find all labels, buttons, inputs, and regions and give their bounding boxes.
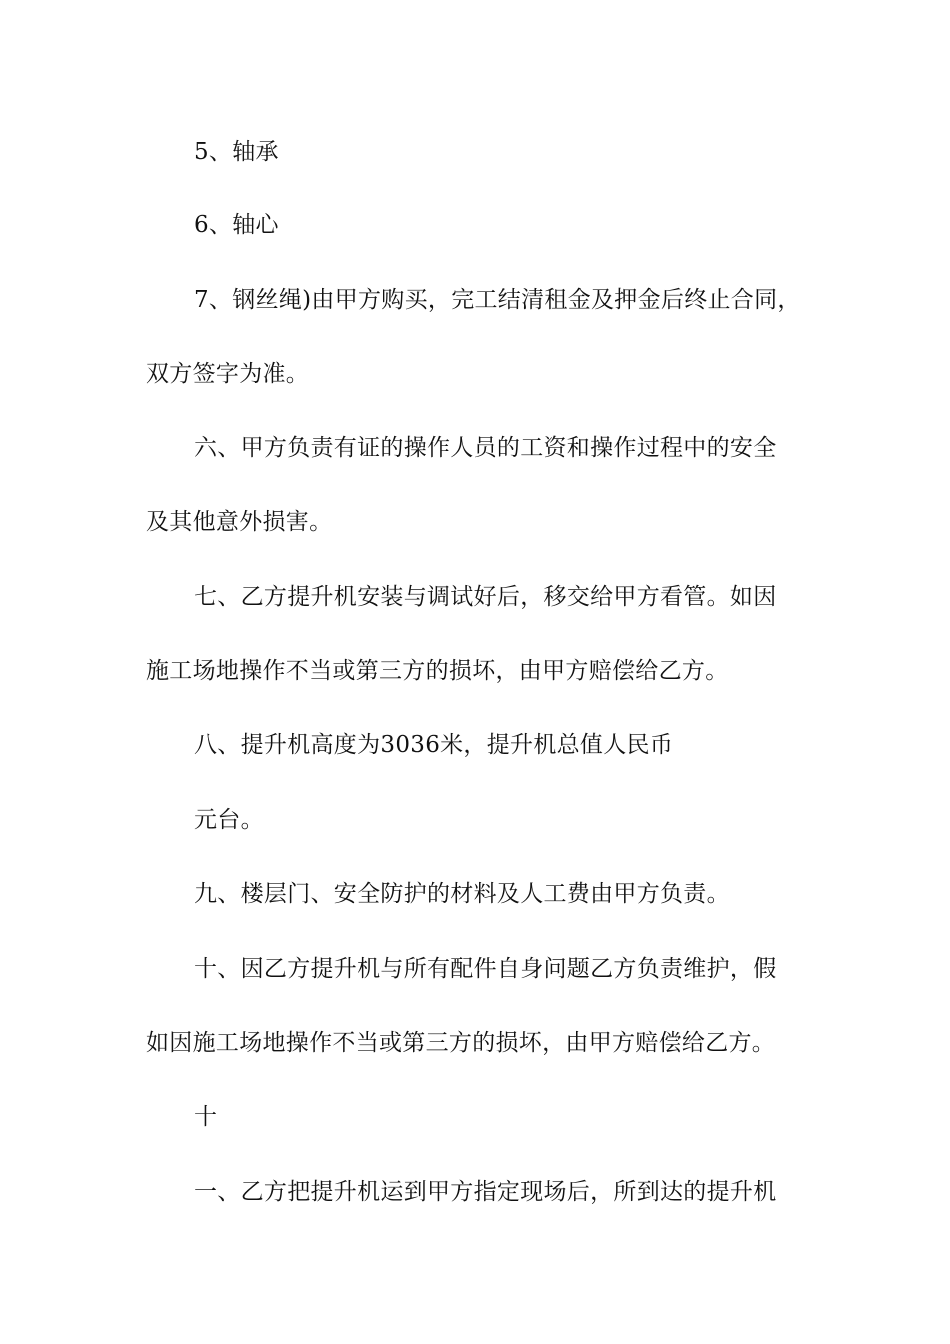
text-line-clause-8-cont: 元台。 — [194, 807, 264, 833]
text-line-clause-9: 九、楼层门、安全防护的材料及人工费由甲方负责。 — [194, 881, 730, 907]
text-line-item-6: 6、轴心 — [194, 212, 279, 238]
text-line-clause-8: 八、提升机高度为3036米，提升机总值人民币 — [194, 732, 674, 758]
text-line-item-5: 5、轴承 — [194, 139, 279, 165]
text-line-item-7: 7、钢丝绳)由甲方购买，完工结清租金及押金后终止合同， — [194, 287, 801, 313]
text-line-clause-7-cont: 施工场地操作不当或第三方的损坏，由甲方赔偿给乙方。 — [146, 658, 729, 684]
text-line-clause-6-cont: 及其他意外损害。 — [146, 509, 333, 535]
text-line-clause-6: 六、甲方负责有证的操作人员的工资和操作过程中的安全 — [194, 435, 777, 461]
text-line-clause-10-cont: 如因施工场地操作不当或第三方的损坏，由甲方赔偿给乙方。 — [146, 1030, 776, 1056]
text-line-clause-11-head: 十 — [194, 1104, 218, 1130]
text-line-clause-10: 十、因乙方提升机与所有配件自身问题乙方负责维护，假 — [194, 956, 777, 982]
text-line-clause-7: 七、乙方提升机安装与调试好后，移交给甲方看管。如因 — [194, 584, 777, 610]
text-line-item-7-cont: 双方签字为准。 — [146, 361, 310, 387]
text-line-clause-11: 一、乙方把提升机运到甲方指定现场后，所到达的提升机 — [194, 1179, 777, 1205]
